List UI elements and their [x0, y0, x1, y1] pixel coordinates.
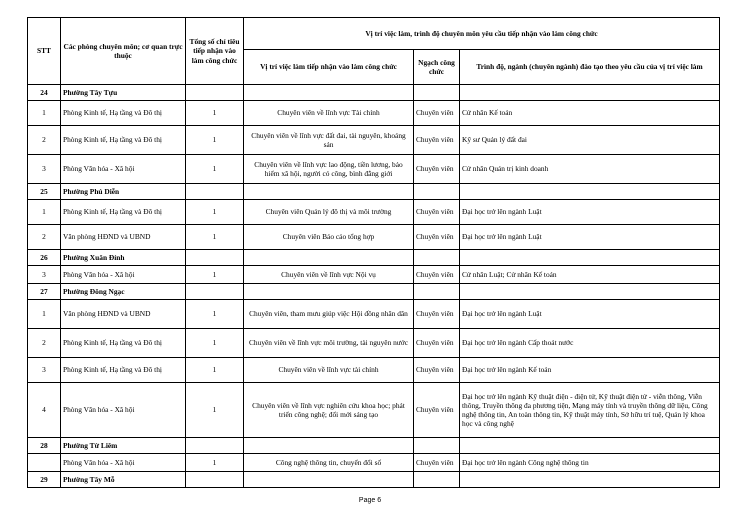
- section-number: 26: [28, 250, 61, 266]
- cell-rank: Chuyên viên: [414, 155, 460, 184]
- cell-qualification: Đại học trở lên ngành Kỹ thuật điện - điện tử, Kỹ thuật điện tử - viễn thông, Viễn thông, Truyền thông đa phương tiện, Mạng máy tính và truyền thông dữ liệu, Công nghệ thông tin, An toàn thông tin, Kỹ thuật máy tính, Sở hữu trí tuệ, Quản lý khoa học và công nghệ: [460, 383, 720, 438]
- empty-cell: [186, 284, 244, 300]
- cell-quota: 1: [186, 358, 244, 383]
- cell-quota: 1: [186, 266, 244, 284]
- section-number: 28: [28, 438, 61, 454]
- cell-stt: 2: [28, 329, 61, 358]
- header-group: Vị trí việc làm, trình độ chuyên môn yêu cầu tiếp nhận vào làm công chức: [244, 18, 720, 50]
- cell-qualification: Cử nhân Kế toán: [460, 101, 720, 126]
- cell-quota: 1: [186, 126, 244, 155]
- cell-rank: Chuyên viên: [414, 101, 460, 126]
- section-row: [28, 184, 720, 200]
- empty-cell: [244, 472, 414, 488]
- empty-cell: [186, 438, 244, 454]
- header-quota: Tổng số chỉ tiêu tiếp nhận vào làm công chức: [186, 18, 244, 85]
- empty-cell: [414, 472, 460, 488]
- cell-qualification: Đại học trở lên ngành Luật: [460, 300, 720, 329]
- cell-quota: 1: [186, 101, 244, 126]
- cell-quota: 1: [186, 454, 244, 472]
- cell-dept: Phòng Kinh tế, Hạ tầng và Đô thị: [61, 358, 186, 383]
- empty-cell: [414, 284, 460, 300]
- cell-qualification: Đại học trở lên ngành Luật: [460, 200, 720, 225]
- empty-cell: [244, 284, 414, 300]
- section-row: [28, 284, 720, 300]
- table-row: [28, 225, 720, 250]
- cell-rank: Chuyên viên: [414, 200, 460, 225]
- cell-dept: Phòng Văn hóa - Xã hội: [61, 454, 186, 472]
- table-row: [28, 155, 720, 184]
- empty-cell: [414, 184, 460, 200]
- header-dept: Các phòng chuyên môn; cơ quan trực thuộc: [61, 18, 186, 85]
- cell-dept: Phòng Kinh tế, Hạ tầng và Đô thị: [61, 101, 186, 126]
- section-number: 25: [28, 184, 61, 200]
- cell-rank: Chuyên viên: [414, 266, 460, 284]
- cell-rank: Chuyên viên: [414, 300, 460, 329]
- empty-cell: [460, 184, 720, 200]
- cell-quota: 1: [186, 225, 244, 250]
- cell-dept: Phòng Kinh tế, Hạ tầng và Đô thị: [61, 329, 186, 358]
- cell-dept: Phòng Văn hóa - Xã hội: [61, 266, 186, 284]
- table-row: [28, 200, 720, 225]
- cell-position: Công nghệ thông tin, chuyển đổi số: [244, 454, 414, 472]
- cell-position: Chuyên viên về lĩnh vực nghiên cứu khoa học; phát triển công nghệ; đổi mới sáng tạo: [244, 383, 414, 438]
- empty-cell: [460, 85, 720, 101]
- cell-stt: 2: [28, 126, 61, 155]
- table-row: [28, 101, 720, 126]
- empty-cell: [414, 250, 460, 266]
- cell-qualification: Đại học trở lên ngành Công nghệ thông tin: [460, 454, 720, 472]
- cell-qualification: Cử nhân Quản trị kinh doanh: [460, 155, 720, 184]
- cell-stt: 1: [28, 300, 61, 329]
- cell-dept: Phòng Văn hóa - Xã hội: [61, 155, 186, 184]
- section-name: Phường Phú Diễn: [61, 184, 186, 200]
- empty-cell: [186, 85, 244, 101]
- header-stt: STT: [28, 18, 61, 85]
- empty-cell: [186, 472, 244, 488]
- cell-rank: Chuyên viên: [414, 454, 460, 472]
- table-row: [28, 126, 720, 155]
- table-row: [28, 358, 720, 383]
- header-qualification: Trình độ, ngành (chuyên ngành) đào tạo theo yêu cầu của vị trí việc làm: [460, 50, 720, 85]
- section-name: Phường Đông Ngạc: [61, 284, 186, 300]
- section-row: [28, 250, 720, 266]
- cell-position: Chuyên viên về lĩnh vực lao động, tiền lương, bảo hiểm xã hội, người có công, bình đẳng giới: [244, 155, 414, 184]
- cell-qualification: Đại học trở lên ngành Cấp thoát nước: [460, 329, 720, 358]
- empty-cell: [186, 184, 244, 200]
- recruitment-table: [27, 17, 720, 488]
- cell-position: Chuyên viên, tham mưu giúp việc Hội đồng nhân dân: [244, 300, 414, 329]
- table-row: [28, 329, 720, 358]
- empty-cell: [244, 438, 414, 454]
- section-row: [28, 472, 720, 488]
- section-number: 27: [28, 284, 61, 300]
- section-name: Phường Xuân Đỉnh: [61, 250, 186, 266]
- empty-cell: [414, 85, 460, 101]
- cell-position: Chuyên viên về lĩnh vực đất đai, tài nguyên, khoáng sản: [244, 126, 414, 155]
- cell-dept: Văn phòng HĐND và UBND: [61, 225, 186, 250]
- cell-dept: Phòng Kinh tế, Hạ tầng và Đô thị: [61, 200, 186, 225]
- cell-position: Chuyên viên về lĩnh vực môi trường, tài nguyên nước: [244, 329, 414, 358]
- empty-cell: [460, 472, 720, 488]
- cell-rank: Chuyên viên: [414, 126, 460, 155]
- cell-quota: 1: [186, 200, 244, 225]
- cell-position: Chuyên viên Báo cáo tổng hợp: [244, 225, 414, 250]
- cell-stt: 3: [28, 358, 61, 383]
- cell-position: Chuyên viên về lĩnh vực Tài chính: [244, 101, 414, 126]
- cell-position: Chuyên viên về lĩnh vực tài chính: [244, 358, 414, 383]
- cell-stt: 1: [28, 200, 61, 225]
- section-number: 29: [28, 472, 61, 488]
- cell-quota: 1: [186, 329, 244, 358]
- cell-rank: Chuyên viên: [414, 329, 460, 358]
- empty-cell: [186, 250, 244, 266]
- table-row: [28, 300, 720, 329]
- section-row: [28, 438, 720, 454]
- header-rank: Ngạch công chức: [414, 50, 460, 85]
- cell-stt: 3: [28, 266, 61, 284]
- cell-quota: 1: [186, 155, 244, 184]
- cell-qualification: Đại học trở lên ngành Kế toán: [460, 358, 720, 383]
- section-name: Phường Tây Tựu: [61, 85, 186, 101]
- section-number: 24: [28, 85, 61, 101]
- cell-dept: Phòng Kinh tế, Hạ tầng và Đô thị: [61, 126, 186, 155]
- empty-cell: [244, 250, 414, 266]
- cell-stt: [28, 454, 61, 472]
- cell-stt: 4: [28, 383, 61, 438]
- cell-dept: Văn phòng HĐND và UBND: [61, 300, 186, 329]
- cell-qualification: Cử nhân Luật; Cử nhân Kế toán: [460, 266, 720, 284]
- cell-rank: Chuyên viên: [414, 358, 460, 383]
- table-row: [28, 454, 720, 472]
- cell-position: Chuyên viên Quản lý đô thị và môi trường: [244, 200, 414, 225]
- header-row-top: [28, 18, 720, 50]
- cell-qualification: Kỹ sư Quản lý đất đai: [460, 126, 720, 155]
- empty-cell: [244, 85, 414, 101]
- cell-qualification: Đại học trở lên ngành Luật: [460, 225, 720, 250]
- cell-rank: Chuyên viên: [414, 225, 460, 250]
- cell-stt: 3: [28, 155, 61, 184]
- cell-quota: 1: [186, 383, 244, 438]
- section-row: [28, 85, 720, 101]
- cell-stt: 1: [28, 101, 61, 126]
- header-position: Vị trí việc làm tiếp nhận vào làm công chức: [244, 50, 414, 85]
- empty-cell: [460, 250, 720, 266]
- table-row: [28, 266, 720, 284]
- cell-position: Chuyên viên về lĩnh vực Nội vụ: [244, 266, 414, 284]
- table-row: [28, 383, 720, 438]
- section-name: Phường Từ Liêm: [61, 438, 186, 454]
- empty-cell: [414, 438, 460, 454]
- empty-cell: [460, 284, 720, 300]
- table-body: [28, 85, 720, 488]
- cell-rank: Chuyên viên: [414, 383, 460, 438]
- empty-cell: [244, 184, 414, 200]
- page-number: Page 6: [358, 497, 382, 504]
- cell-dept: Phòng Văn hóa - Xã hội: [61, 383, 186, 438]
- cell-stt: 2: [28, 225, 61, 250]
- section-name: Phường Tây Mỗ: [61, 472, 186, 488]
- empty-cell: [460, 438, 720, 454]
- cell-quota: 1: [186, 300, 244, 329]
